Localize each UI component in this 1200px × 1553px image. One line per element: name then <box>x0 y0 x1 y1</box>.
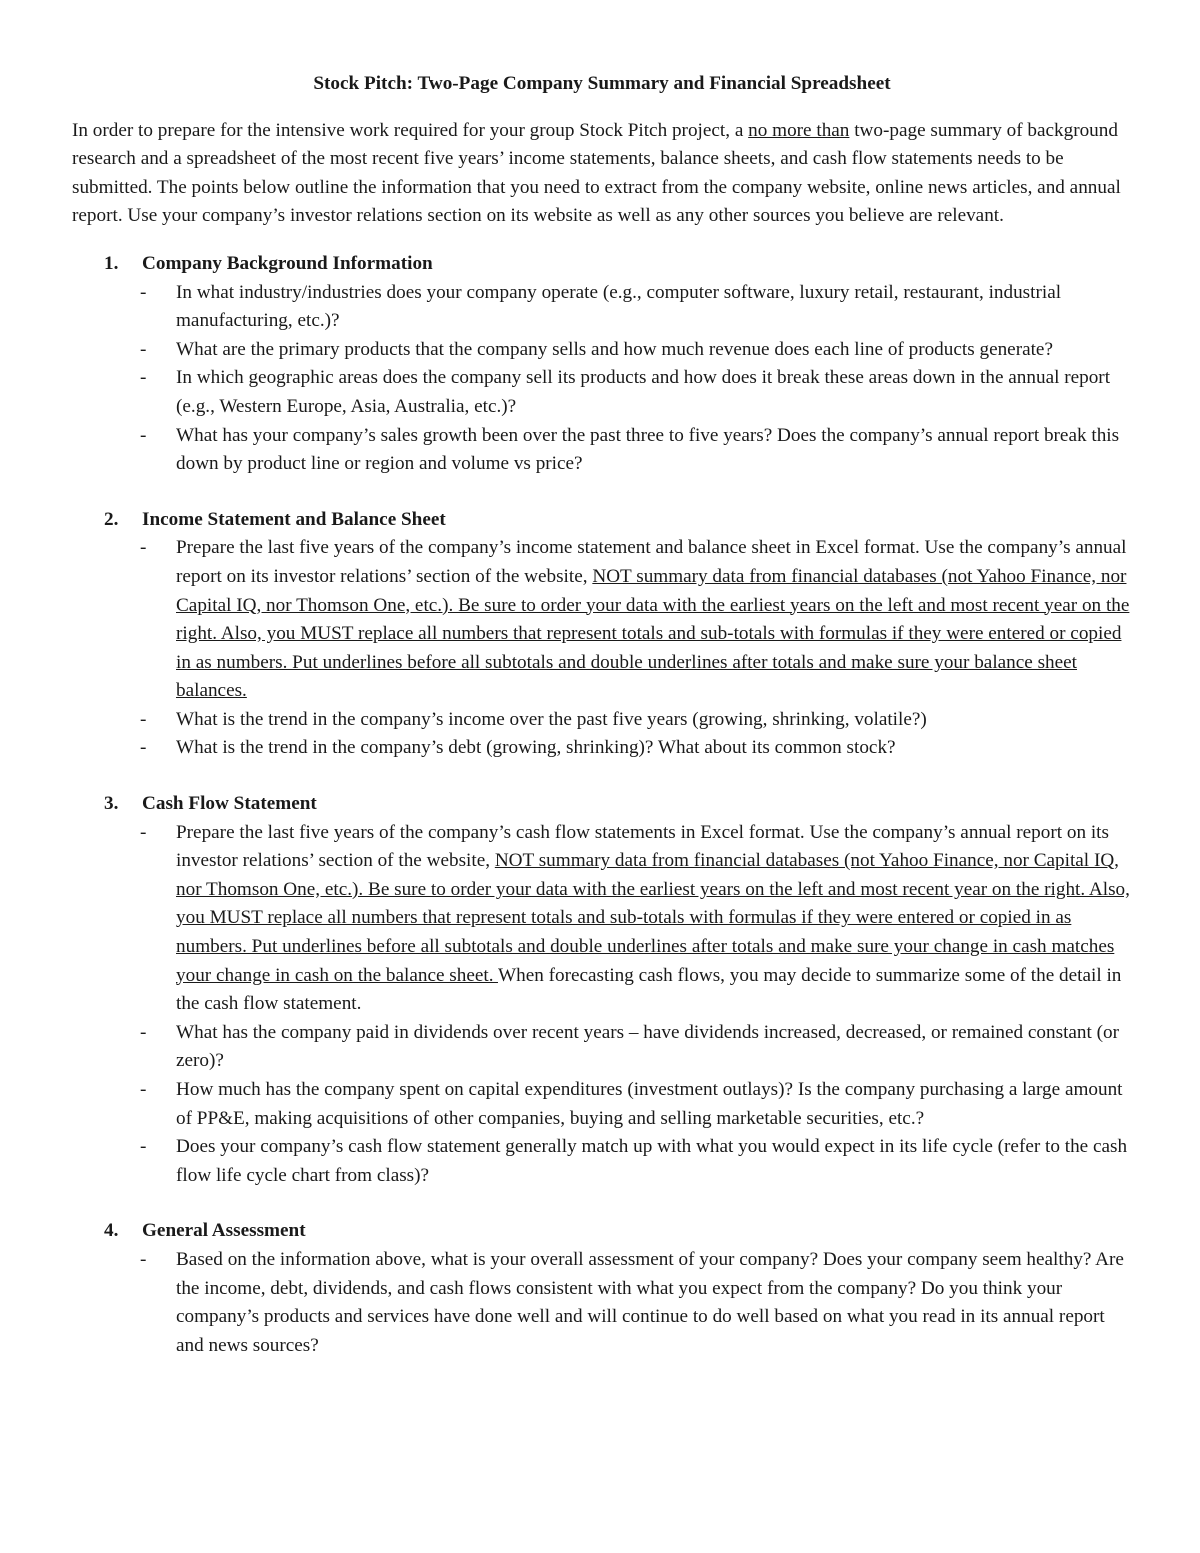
underlined-instruction: NOT summary data from financial databases (not Yahoo Finance, nor Capital IQ, nor Thomson One, etc.). Be sure to order your data with the earliest years on the left and most recent year on the right. Also, you MUST replace all numbers that represent totals and sub-totals with formulas if they were entered or copied in as numbers. Put underlines before all subtotals and double underlines after totals and make sure your change in cash matches your change in cash on the balance sheet. <box>176 850 1130 986</box>
instruction-text: Prepare the last five years of the company’s income statement and balance sheet in Excel format. Use the company’s annual report on its investor relations’ section of the website, <box>176 537 1127 587</box>
section-heading <box>72 250 1132 279</box>
section-number: 4. <box>104 1220 119 1242</box>
dash-bullet: - <box>140 367 147 389</box>
dash-bullet: - <box>140 1079 147 1100</box>
dash-bullet: - <box>140 338 147 360</box>
section-title: Company Background Information <box>142 252 433 274</box>
section-title: General Assessment <box>142 1220 306 1242</box>
list-item <box>72 422 1132 479</box>
section-number: 1. <box>104 252 119 274</box>
list-item-text: Based on the information above, what is your overall assessment of your company? Does your company seem healthy? Are the income, debt, dividends, and cash flows consistent with what you expect from the company? Do you think your company’s products and services have done well and will continue to do well based on what you read in its annual report and news sources? <box>176 1248 1124 1356</box>
section-general-assessment <box>72 1217 1132 1360</box>
intro-text-start: In order to prepare for the intensive work required for your group Stock Pitch project, a <box>72 119 749 141</box>
list-item-text <box>176 534 1132 706</box>
intro-text-end: two-page summary of background research and a spreadsheet of the most recent five years’ income statements, balance sheets, and cash flow statements needs to be submitted. The points below outline the information that you need to extract from the company website, online news articles, and annual report. Use your company’s investor relations section on its website as well as any other sources you believe are relevant. <box>72 119 1121 227</box>
list-item <box>72 706 1132 735</box>
dash-bullet: - <box>140 737 147 759</box>
list-item-text: What are the primary products that the company sells and how much revenue does each line of products generate? <box>176 338 1053 360</box>
list-item <box>72 819 1132 1019</box>
list-item-text: What has the company paid in dividends over recent years – have dividends increased, decreased, or remained constant (or zero)? <box>176 1021 1120 1072</box>
intro-underlined-phrase: no more than <box>748 119 850 141</box>
dash-bullet: - <box>140 708 147 730</box>
list-item-text: How much has the company spent on capital expenditures (investment outlays)? Is the company purchasing a large amount of PP&E, making acquisitions of other companies, buying and selling marketable securities, etc.? <box>176 1079 1123 1129</box>
list-item <box>72 1019 1132 1076</box>
list-item-text: What has your company’s sales growth been over the past three to five years? Does the company’s annual report break this down by product line or region and volume vs price? <box>176 424 1120 475</box>
dash-bullet: - <box>140 537 147 559</box>
list-item-text: In what industry/industries does your company operate (e.g., computer software, luxury retail, restaurant, industrial manufacturing, etc.)? <box>176 281 1062 332</box>
underlined-instruction: NOT summary data from financial databases (not Yahoo Finance, nor Capital IQ, nor Thomson One, etc.). Be sure to order your data with the earliest years on the left and most recent year on the right. Also, you MUST replace all numbers that represent totals and sub-totals with formulas if they were entered or copied in as numbers. Put underlines before all subtotals and double underlines after totals and make sure your balance sheet balances. <box>176 565 1130 702</box>
section-number: 2. <box>104 508 119 530</box>
section-company-background <box>72 250 1132 479</box>
list-item-text <box>176 819 1132 1019</box>
list-item-text: What is the trend in the company’s income over the past five years (growing, shrinking, volatile?) <box>176 708 927 730</box>
list-item <box>72 364 1132 421</box>
section-number: 3. <box>104 793 119 815</box>
section-income-statement <box>72 506 1132 763</box>
section-title: Income Statement and Balance Sheet <box>142 508 446 530</box>
dash-bullet: - <box>140 424 147 446</box>
list-item <box>72 336 1132 365</box>
dash-bullet: - <box>140 1136 147 1158</box>
list-item-text: In which geographic areas does the company sell its products and how does it break these areas down in the annual report (e.g., Western Europe, Asia, Australia, etc.)? <box>176 367 1111 417</box>
list-item-text: Does your company’s cash flow statement generally match up with what you would expect in its life cycle (refer to the cash flow life cycle chart from class)? <box>176 1136 1128 1186</box>
document-page <box>72 70 1132 1387</box>
dash-bullet: - <box>140 1248 147 1270</box>
list-item <box>72 734 1132 763</box>
dash-bullet: - <box>140 821 147 843</box>
list-item <box>72 1246 1132 1360</box>
dash-bullet: - <box>140 1021 147 1043</box>
instruction-text: Prepare the last five years of the company’s cash flow statements in Excel format. Use the company’s annual report on its investor relations’ section of the website, <box>176 821 1109 872</box>
list-item <box>72 534 1132 706</box>
section-heading <box>72 790 1132 819</box>
document-title: Stock Pitch: Two-Page Company Summary and Financial Spreadsheet <box>313 73 891 94</box>
dash-bullet: - <box>140 281 147 303</box>
instruction-tail: When forecasting cash flows, you may decide to summarize some of the detail in the cash flow statement. <box>176 964 1122 1015</box>
section-cash-flow <box>72 790 1132 1190</box>
list-item-text: What is the trend in the company’s debt (growing, shrinking)? What about its common stock? <box>176 737 896 759</box>
section-heading <box>72 506 1132 535</box>
section-heading <box>72 1217 1132 1246</box>
list-item <box>72 1076 1132 1133</box>
section-title: Cash Flow Statement <box>142 793 317 815</box>
list-item <box>72 1133 1132 1190</box>
list-item <box>72 279 1132 336</box>
intro-paragraph <box>72 117 1132 231</box>
